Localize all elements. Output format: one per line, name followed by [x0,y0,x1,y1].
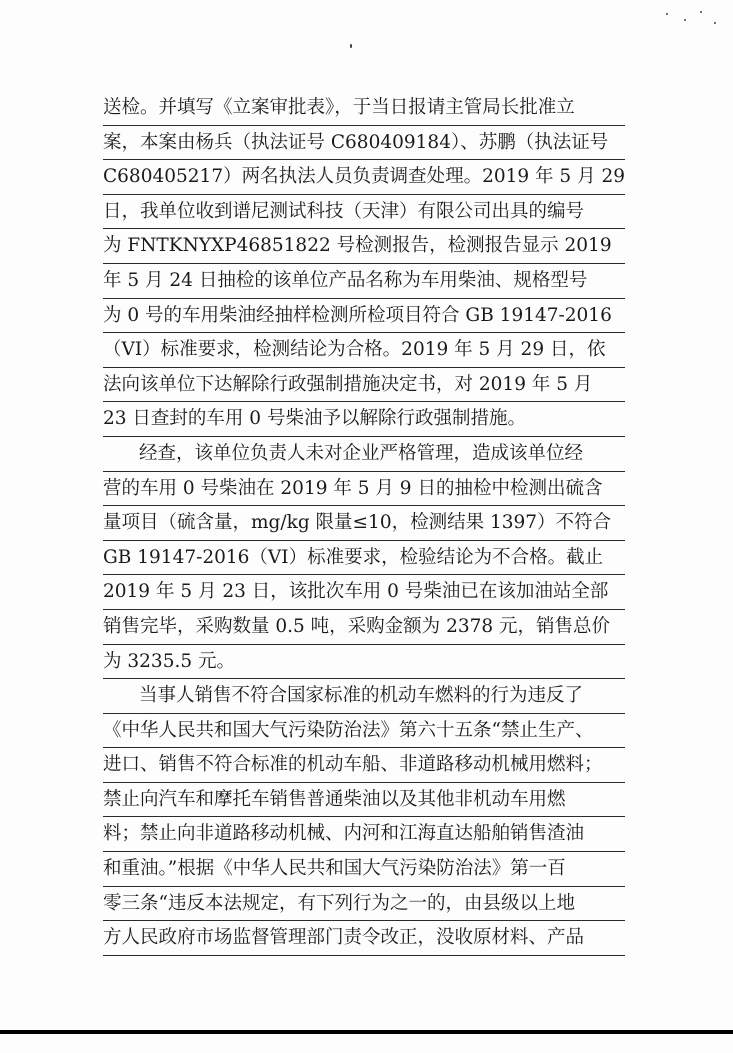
text-line: 为 0 号的车用柴油经抽样检测所检项目符合 GB 19147-2016 [103,299,625,334]
text-line: （VI）标准要求，检测结论为合格。2019 年 5 月 29 日，依 [103,333,625,368]
text-line: 和重油。”根据《中华人民共和国大气污染防治法》第一百 [103,852,625,887]
text-line: 方人民政府市场监督管理部门责令改正，没收原材料、产品 [103,921,625,956]
text-line: 《中华人民共和国大气污染防治法》第六十五条“禁止生产、 [103,714,625,749]
scan-speck [684,19,686,21]
scan-bottom-edge [0,1030,733,1053]
text-line: 料；禁止向非道路移动机械、内河和江海直达船舶销售渣油 [103,817,625,852]
scan-speck [666,13,668,15]
text-line: 送检。并填写《立案审批表》，于当日报请主管局长批准立 [103,91,625,126]
text-line: GB 19147-2016（VI）标准要求，检验结论为不合格。截止 [103,541,625,576]
text-line: 营的车用 0 号柴油在 2019 年 5 月 9 日的抽检中检测出硫含 [103,472,625,507]
text-line: 为 FNTKNYXP46851822 号检测报告，检测报告显示 2019 [103,229,625,264]
text-line: 案，本案由杨兵（执法证号 C680409184）、苏鹏（执法证号 [103,126,625,161]
text-line: 零三条“违反本法规定，有下列行为之一的，由县级以上地 [103,887,625,922]
text-line: 进口、销售不符合标准的机动车船、非道路移动机械用燃料； [103,748,625,783]
text-line: 2019 年 5 月 23 日，该批次车用 0 号柴油已在该加油站全部 [103,575,625,610]
text-line: 年 5 月 24 日抽检的该单位产品名称为车用柴油、规格型号 [103,264,625,299]
text-line: 销售完毕，采购数量 0.5 吨，采购金额为 2378 元，销售总价 [103,610,625,645]
text-line: 法向该单位下达解除行政强制措施决定书，对 2019 年 5 月 [103,368,625,403]
scan-speck [350,44,352,48]
text-line: 量项目（硫含量，mg/kg 限量≤10，检测结果 1397）不符合 [103,506,625,541]
text-line: 当事人销售不符合国家标准的机动车燃料的行为违反了 [103,679,625,714]
text-line: C680405217）两名执法人员负责调查处理。2019 年 5 月 29 [103,160,625,195]
text-line: 为 3235.5 元。 [103,645,625,680]
text-line: 禁止向汽车和摩托车销售普通柴油以及其他非机动车用燃 [103,783,625,818]
text-line: 经查，该单位负责人未对企业严格管理，造成该单位经 [103,437,625,472]
scan-speck [700,11,702,13]
text-line: 23 日查封的车用 0 号柴油予以解除行政强制措施。 [103,402,625,437]
scan-edge-mark [0,1030,42,1034]
document-body [103,91,625,956]
text-line: 日，我单位收到谱尼测试科技（天津）有限公司出具的编号 [103,195,625,230]
scan-speck [714,22,716,24]
